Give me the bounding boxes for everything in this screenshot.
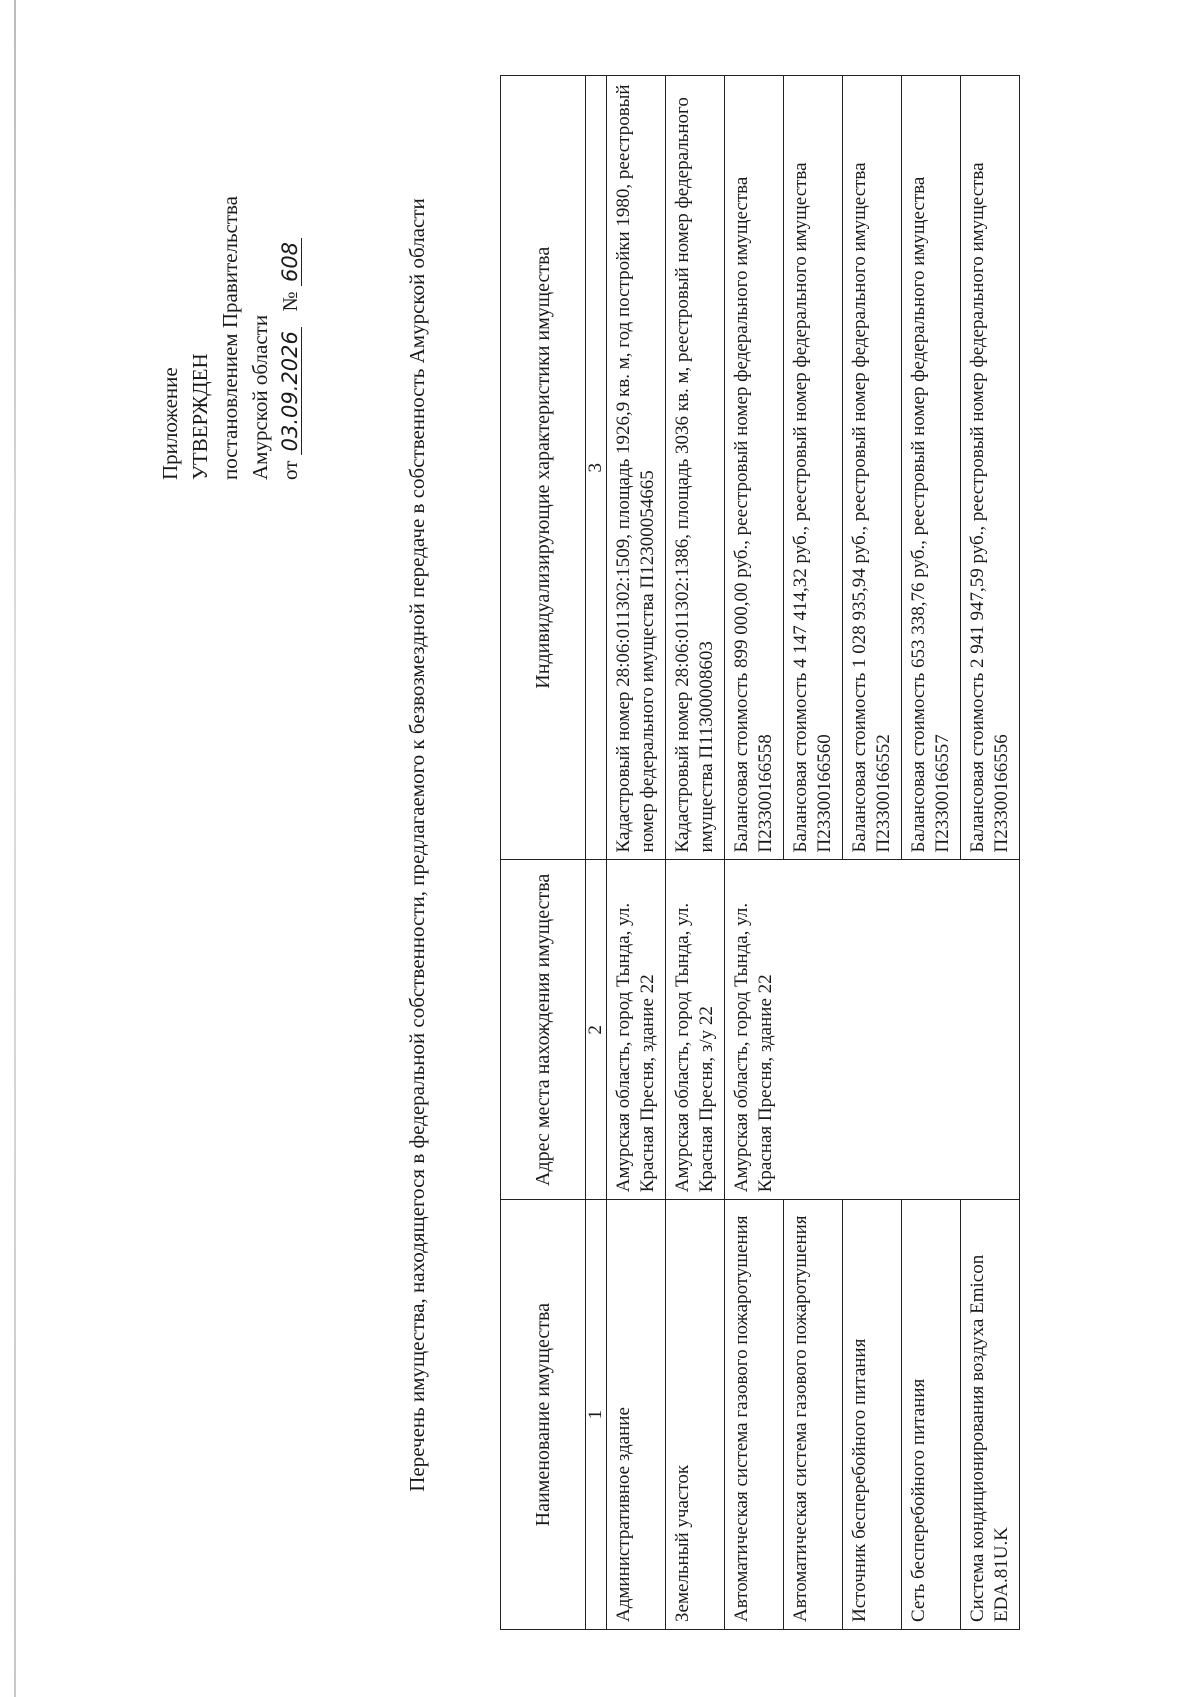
column-number: 1: [586, 1200, 607, 1630]
header-name: Наименование имущества: [501, 1200, 586, 1630]
column-number: 3: [586, 76, 607, 860]
property-details: Балансовая стоимость 1 028 935,94 руб., реестровый номер федерального имущества П23300166552: [843, 76, 902, 860]
property-name: Автоматическая система газового пожаротушения: [784, 1200, 843, 1630]
document-sheet: [30, 20, 1170, 1660]
property-name: Сеть бесперебойного питания: [902, 1200, 961, 1630]
region-label: Амурской области: [248, 314, 272, 480]
table-row: [666, 76, 725, 1630]
number-prefix: №: [278, 291, 302, 312]
resolution-label: постановлением Правительства: [218, 195, 242, 480]
table-row: [607, 76, 666, 1630]
property-details: Кадастровый номер 28:06:011302:1509, площадь 1926,9 кв. м, год постройки 1980, реестровый номер федерального имущества П12300054665: [607, 76, 666, 860]
table-header-row: [501, 76, 586, 1630]
table-row: [902, 76, 961, 1630]
approved-label: УТВЕРЖДЕН: [188, 353, 212, 480]
property-name: Источник бесперебойного питания: [843, 1200, 902, 1630]
property-details: Балансовая стоимость 653 338,76 руб., реестровый номер федерального имущества П23300166557: [902, 76, 961, 860]
appendix-label: Приложение: [158, 367, 182, 480]
header-address: Адрес места нахождения имущества: [501, 860, 586, 1200]
scan-edge: [14, 0, 16, 1697]
property-details: Балансовая стоимость 899 000,00 руб., реестровый номер федерального имущества П23300166558: [725, 76, 784, 860]
date-prefix: от: [278, 460, 302, 480]
column-number-row: [586, 76, 607, 1630]
property-details: Балансовая стоимость 4 147 414,32 руб., реестровый номер федерального имущества П23300166560: [784, 76, 843, 860]
property-name: Система кондиционирования воздуха Emicon EDA.81U.K: [961, 1200, 1020, 1630]
property-table: [500, 75, 1020, 1630]
property-address: Амурская область, город Тында, ул. Красная Пресня, здание 22: [607, 860, 666, 1200]
property-name: Автоматическая система газового пожаротушения: [725, 1200, 784, 1630]
table-row: [961, 76, 1020, 1630]
property-details: Балансовая стоимость 2 941 947,59 руб., реестровый номер федерального имущества П23300166556: [961, 76, 1020, 860]
document-title: Перечень имущества, находящегося в федеральной собственности, предлагаемого к безвозмездной передаче в собственность Амурской области: [405, 198, 429, 1492]
property-address: Амурская область, город Тында, ул. Красная Пресня, з/у 22: [666, 860, 725, 1200]
table-row: [725, 76, 784, 1630]
property-address: Амурская область, город Тында, ул. Красная Пресня, здание 22: [725, 860, 1020, 1200]
property-name: Административное здание: [607, 1200, 666, 1630]
table-row: [784, 76, 843, 1630]
table-row: [843, 76, 902, 1630]
approval-block: [155, 30, 305, 480]
header-details: Индивидуализирующие характеристики имущества: [501, 76, 586, 860]
handwritten-date: 03.09.2026: [279, 327, 302, 455]
date-number-line: [275, 30, 305, 480]
column-number: 2: [586, 860, 607, 1200]
property-details: Кадастровый номер 28:06:011302:1386, площадь 3036 кв. м, реестровый номер федерального имущества П11300008603: [666, 76, 725, 860]
handwritten-number: 608: [279, 238, 302, 286]
property-name: Земельный участок: [666, 1200, 725, 1630]
